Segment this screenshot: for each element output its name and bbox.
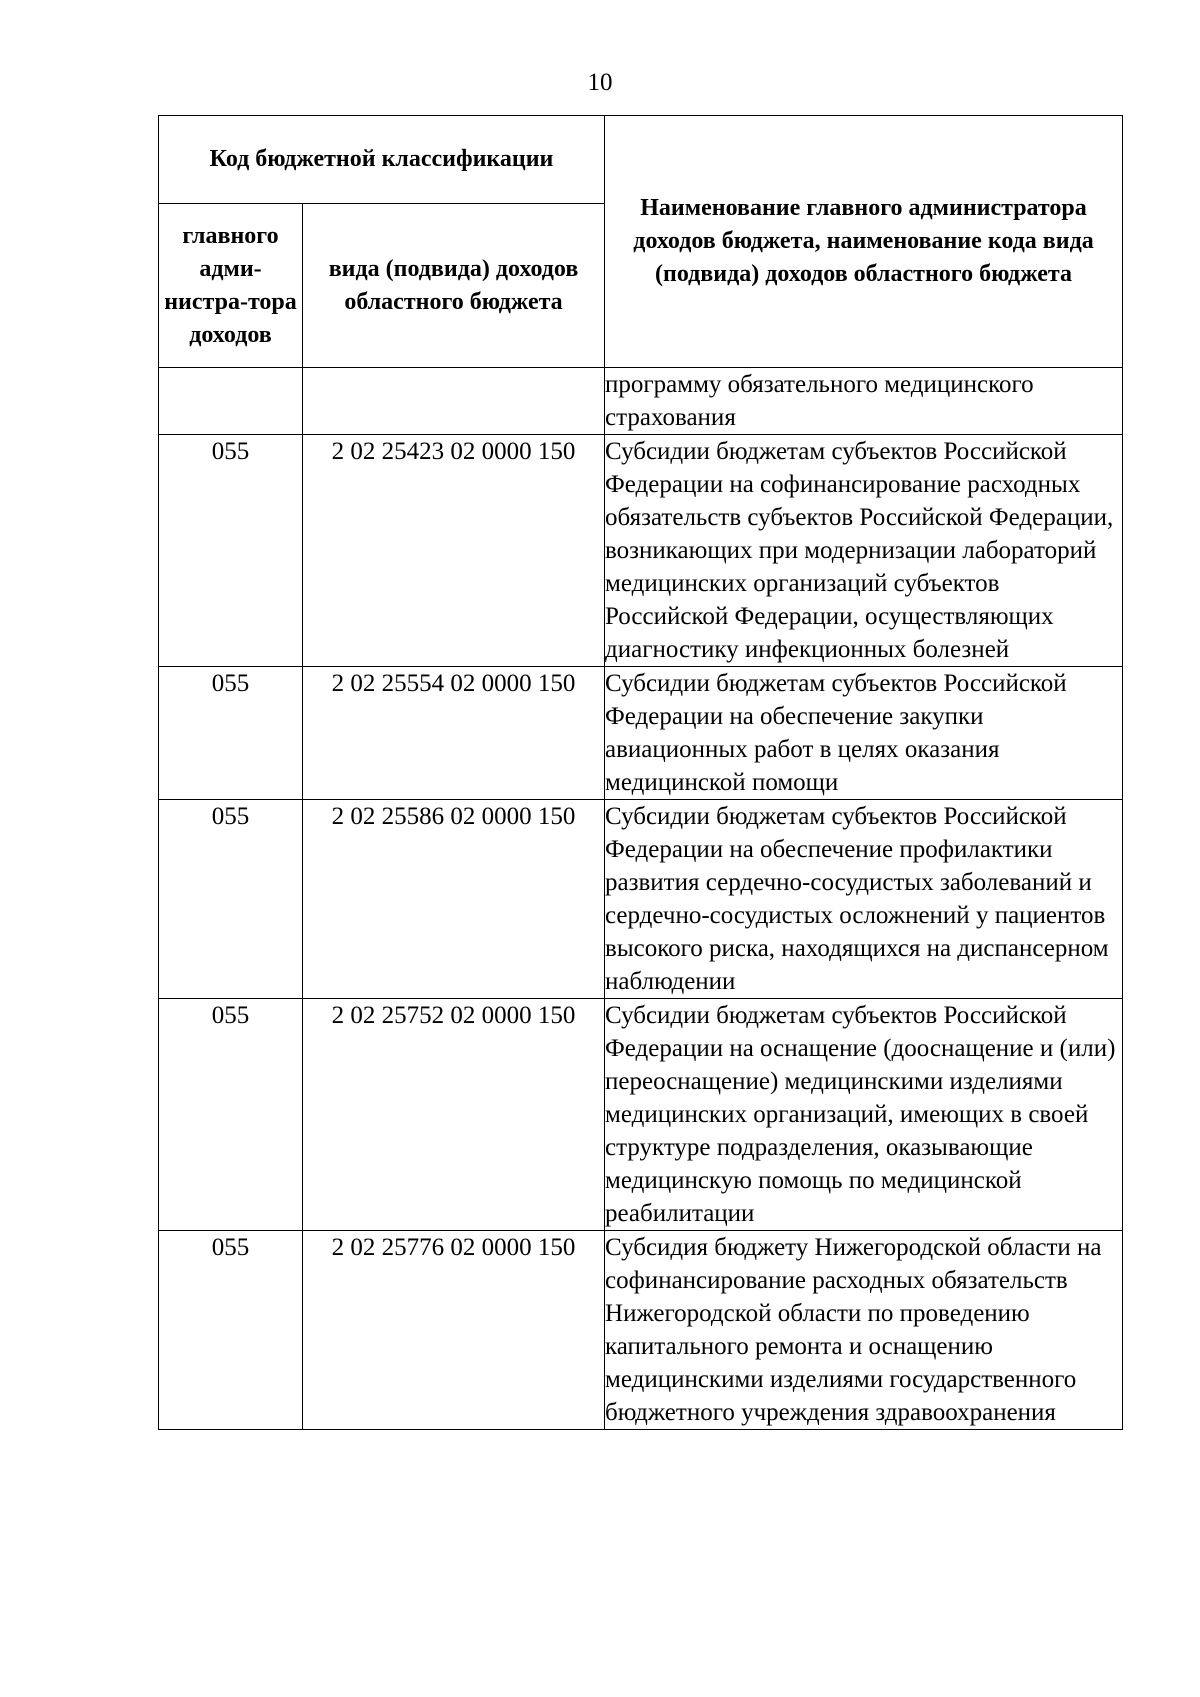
header-name-column-label: Наименование главного администратора доходов бюджета, наименование кода вида (подвида) доходов областного бюджета — [633, 195, 1094, 287]
header-budget-code-group — [159, 116, 605, 204]
income-name-cell: Субсидии бюджетам субъектов Российской Федерации на обеспечение закупки авиационных работ в целях оказания медицинской помощи — [605, 667, 1123, 800]
table-row — [159, 667, 1123, 800]
admin-code-cell: 055 — [159, 800, 303, 999]
income-name-cell: Субсидии бюджетам субъектов Российской Федерации на оснащение (дооснащение и (или) переоснащение) медицинскими изделиями медицинских организаций, имеющих в своей структуре подразделения, оказывающие медицинскую помощь по медицинской реабилитации — [605, 999, 1123, 1231]
income-name-cell: программу обязательного медицинского страхования — [605, 368, 1123, 435]
table-row — [159, 368, 1123, 435]
income-name-cell: Субсидии бюджетам субъектов Российской Федерации на обеспечение профилактики развития сердечно-сосудистых заболеваний и сердечно-сосудистых осложнений у пациентов высокого риска, находящихся на диспансерном наблюдении — [605, 800, 1123, 999]
table-row — [159, 435, 1123, 667]
income-name-cell: Субсидия бюджету Нижегородской области на софинансирование расходных обязательств Нижегородской области по проведению капитального ремонта и оснащению медицинскими изделиями государственного бюджетного учреждения здравоохранения — [605, 1231, 1123, 1430]
table-row — [159, 800, 1123, 999]
admin-code-cell: 055 — [159, 999, 303, 1231]
admin-code-cell: 055 — [159, 1231, 303, 1430]
header-budget-code-group-label: Код бюджетной классификации — [209, 146, 554, 172]
income-code-cell: 2 02 25554 02 0000 150 — [303, 667, 605, 800]
header-code-column — [303, 204, 605, 368]
income-name-cell: Субсидии бюджетам субъектов Российской Федерации на софинансирование расходных обязательств субъектов Российской Федерации, возникающих при модернизации лабораторий медицинских организаций субъектов Российской Федерации, осуществляющих диагностику инфекционных болезней — [605, 435, 1123, 667]
income-code-cell — [303, 368, 605, 435]
budget-classification-table — [158, 115, 1123, 1430]
header-admin-column — [159, 204, 303, 368]
income-code-cell: 2 02 25423 02 0000 150 — [303, 435, 605, 667]
table-row — [159, 1231, 1123, 1430]
header-name-column — [605, 116, 1123, 368]
admin-code-cell: 055 — [159, 435, 303, 667]
table-row — [159, 999, 1123, 1231]
admin-code-cell: 055 — [159, 667, 303, 800]
page-number: 10 — [587, 69, 613, 96]
income-code-cell: 2 02 25776 02 0000 150 — [303, 1231, 605, 1430]
header-admin-column-label: главного адми-нистра-тора доходов — [164, 222, 297, 348]
income-code-cell: 2 02 25586 02 0000 150 — [303, 800, 605, 999]
income-code-cell: 2 02 25752 02 0000 150 — [303, 999, 605, 1231]
header-code-column-label: вида (подвида) доходов областного бюджета — [328, 255, 579, 315]
admin-code-cell — [159, 368, 303, 435]
